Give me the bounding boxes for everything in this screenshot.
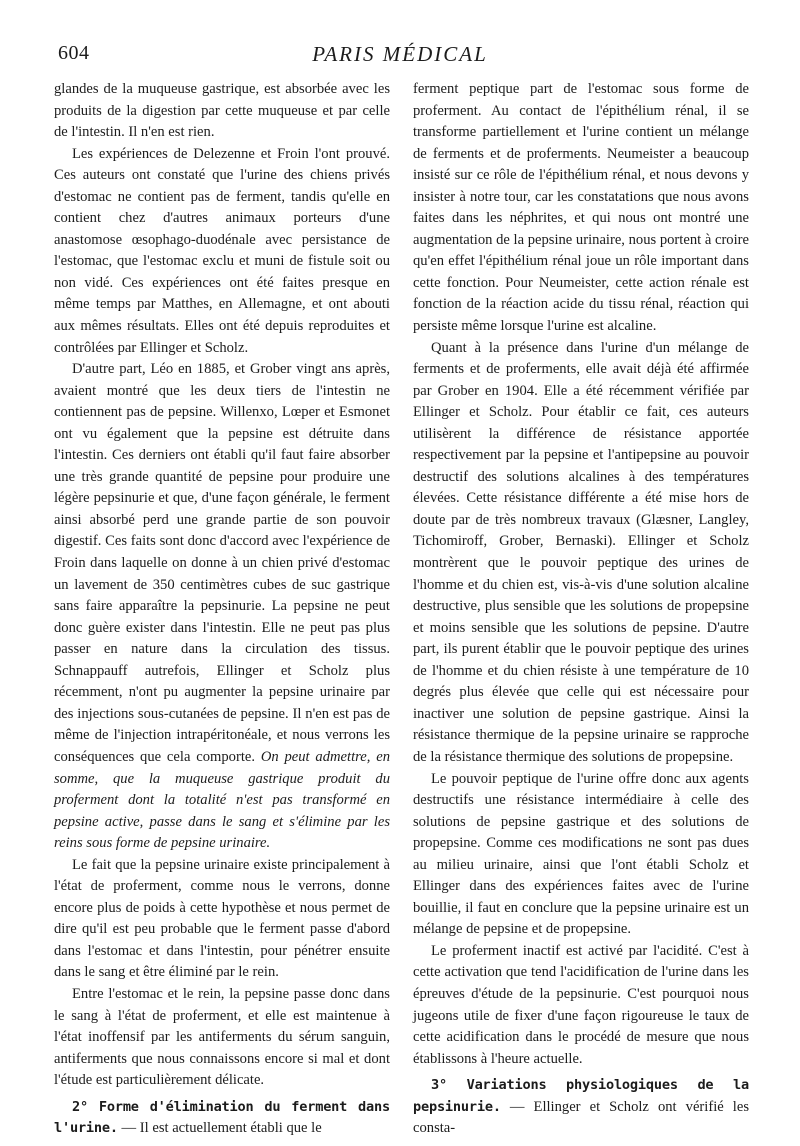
paragraph: Le pouvoir peptique de l'urine offre donc aux agents destructifs une résistance intermédiaire à celle des solutions de pepsine gastrique et des solutions de propepsine. Comme ces modifications ne sont pas dues au milieu urinaire, ainsi que l'ont établi Scholz et Ellinger dans des expériences faites avec de l'urine bouillie, il faut en conclure que la pepsine urinaire est un mélange de pepsine et de propepsine. (413, 770, 749, 938)
paragraph: Quant à la présence dans l'urine d'un mélange de ferments et de proferments, elle avait déjà été affirmée par Grober en 1904. Elle a été récemment vérifiée par Ellinger et Scholz. Pour établir ce fait, ces auteurs utilisèrent la différence de résistance apportée respectivement par la pepsine et l'antipepsine au pouvoir destructif des solutions alcalines à des températures élevées. Cette résistance différente a été mise hors de doute par de très nombreux travaux (Glæsner, Langley, Tichomiroff, Grober, Bernaski). Ellinger et Scholz montrèrent que le pouvoir peptique des urines de l'homme et du chien est, vis-à-vis d'une solution alcaline destructive, plus sensible que les solutions de propepsine et moins sensible que les solutions de pepsine. D'autre part, ils purent établir que le pouvoir peptique des urines de l'homme et du chien résiste à une température de 10 degrés plus élevée que celle qui est nécessaire pour inactiver une solution de pepsine gastrique. Ainsi la résistance thermique de la pepsine urinaire se rapproche de la résistance thermique des solutions de propepsine. (413, 339, 749, 765)
running-title: PARIS MÉDICAL (312, 42, 488, 66)
section-heading: 2° Forme d'élimination du ferment dans l'urine. (54, 1098, 390, 1137)
paragraph: Le proferment inactif est activé par l'acidité. C'est à cette activation que tend l'acidification de l'urine dans les épreuves d'étude de la pepsinurie. C'est pourquoi nous jugeons utile de fixer d'une façon rigoureuse le taux de cette acidification dans le procédé de mesure que nous établissons à l'heure actuelle. (413, 942, 749, 1067)
paragraph (54, 359, 390, 855)
section-paragraph (54, 1097, 390, 1140)
paragraph: Entre l'estomac et le rein, la pepsine passe donc dans le sang à l'état de proferment, et elle est maintenue à l'état inoffensif par les antiferments du sérum sanguin, antiferments que nous connaissons encore si mal et dont l'étude est particulièrement délicate. (54, 985, 390, 1089)
paragraph: Les expériences de Delezenne et Froin l'ont prouvé. Ces auteurs ont constaté que l'urine des chiens privés d'estomac ne contient pas de ferment, tandis qu'elle en contient chez d'autres animaux porteurs d'une anastomose œsophago-duodénale avec persistance de l'estomac, que l'estomac exclu et muni de fistule soit ou non vidé. Ces expériences ont été faites presque en même temps par Matthes, en Allemagne, et ont abouti aux mêmes résultats. Elles ont été depuis reproduites et contrôlées par Ellinger et Scholz. (54, 145, 390, 356)
italic-conclusion: On peut admettre, en somme, que la muqueuse gastrique produit du proferment dont la totalité n'est pas transformé en pepsine active, passe dans le sang et s'élimine par les reins sous forme de pepsine urinaire. (54, 748, 390, 852)
page-number: 604 (58, 42, 90, 64)
paragraph-text: D'autre part, Léo en 1885, et Grober vingt ans après, avaient montré que les deux tiers de l'intestin ne contiennent pas de pepsine. Willenxo, Lœper et Esmonet ont vu également que la pepsine est détruite dans l'intestin. Ces derniers ont établi qu'il faut faire absorber une très grande quantité de pepsine pour produire une légère pepsinurie et que, d'une façon générale, le ferment ainsi absorbé perd une grande partie de son pouvoir digestif. Ces faits sont donc d'accord avec l'expérience de Froin dans laquelle on donne à un chien privé d'estomac un lavement de 350 centimètres cubes de suc gastrique sans faire apparaître la pepsinurie. La pepsine ne peut donc guère exister dans l'intestin. Elle ne peut pas plus passer en nature dans la circulation des tissus. Schnappauff autrefois, Ellinger et Scholz plus récemment, n'ont pu augmenter la pepsine urinaire par des injections sous-cutanées de pepsine. Il n'en est pas de même de l'injection intrapéritonéale, et nous verrons les conséquences que cela comporte. (54, 361, 390, 765)
right-column (413, 79, 749, 1140)
section-paragraph (413, 1075, 749, 1140)
section-text: — Il est actuellement établi que le (121, 1120, 322, 1137)
left-column (54, 79, 390, 1140)
section-text: — Ellinger et Scholz ont vérifié les consta- (413, 1098, 750, 1137)
paragraph: glandes de la muqueuse gastrique, est absorbée avec les produits de la digestion par cette muqueuse et par celle de l'intestin. Il n'en est rien. (54, 81, 390, 141)
page-header (58, 42, 742, 72)
section-heading: 3° Variations physiologiques de la pepsinurie. (413, 1077, 749, 1115)
paragraph: ferment peptique part de l'estomac sous forme de proferment. Au contact de l'épithélium rénal, il se transforme partiellement et l'urine contient un mélange de ferments et de proferments. Neumeister a beaucoup insisté sur ce rôle de l'épithélium rénal, et nous devons y insister à notre tour, car les constatations que nous avons faites dans les néphrites, et qui nous ont montré une augmentation de la pepsine urinaire, nous portent à croire qu'en effet l'épithélium rénal joue un rôle important dans cette fonction. Pour Neumeister, cette action rénale est fonction de la réaction acide du tissu rénal, réaction qui persiste même lorsque l'urine est alcaline. (413, 81, 749, 335)
paragraph: Le fait que la pepsine urinaire existe principalement à l'état de proferment, comme nous le verrons, donne encore plus de poids à cette hypothèse et nous permet de dire qu'il est peu probable que le ferment passe d'abord dans l'estomac et dans l'intestin, pour pénétrer ensuite dans le sang et être éliminé par le rein. (54, 856, 390, 981)
